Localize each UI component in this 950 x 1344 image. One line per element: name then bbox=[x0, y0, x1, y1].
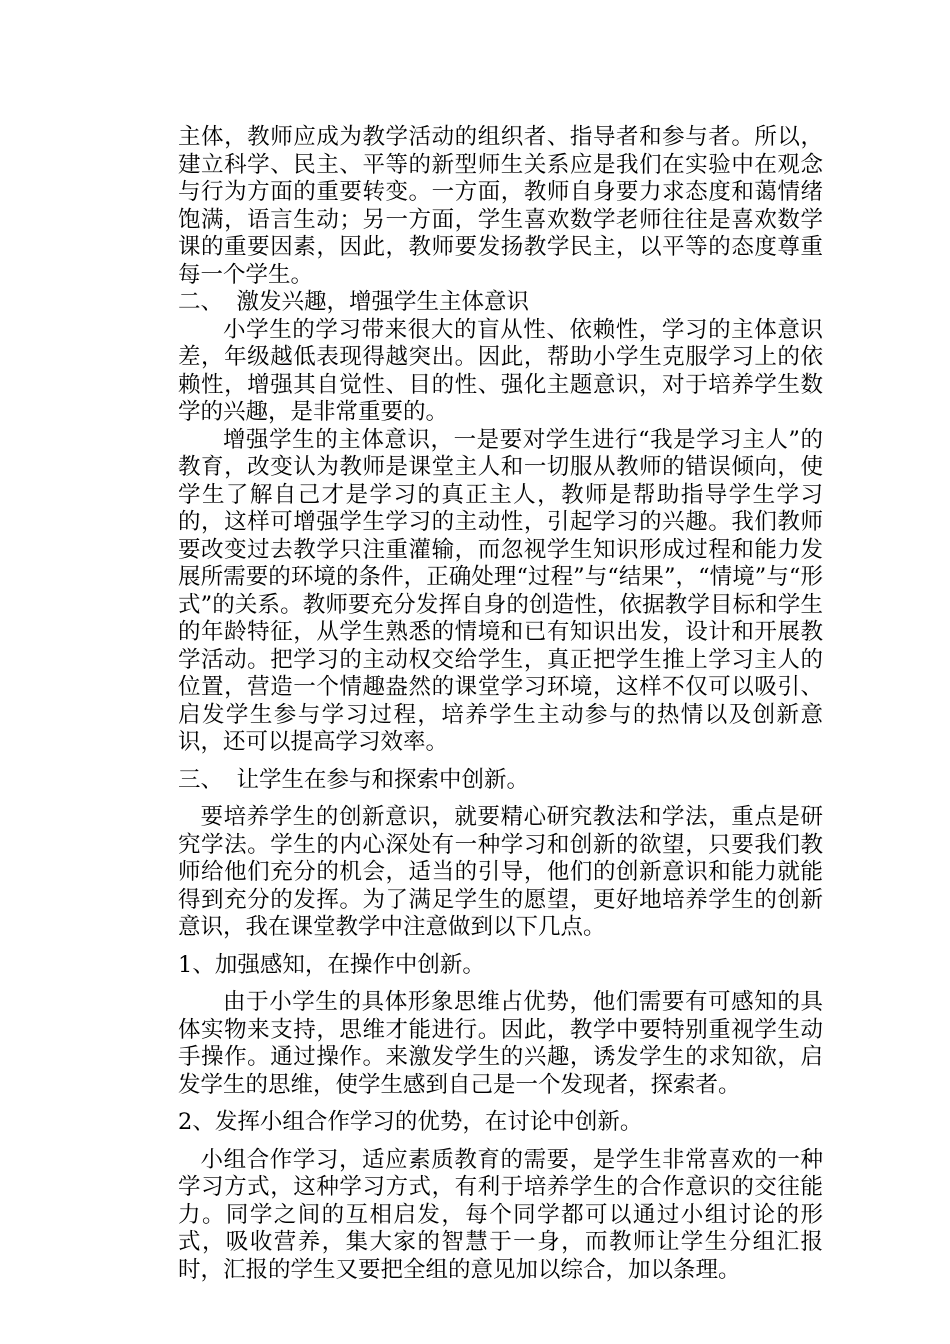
section-title: 激发兴趣，增强学生主体意识 bbox=[236, 289, 530, 315]
subheading-item-2: 2、发挥小组合作学习的优势，在讨论中创新。 bbox=[178, 1109, 643, 1135]
section-heading-3 bbox=[178, 767, 823, 795]
subheading-item-1: 1、加强感知，在操作中创新。 bbox=[178, 951, 485, 978]
paragraph-teacher-student-relationship: 主体，教师应成为教学活动的组织者、指导者和参与者。所以，建立科学、民主、平等的新型师生关系应是我们在实验中在观念与行为方面的重要转变。一方面，教师自身要力求态度和蔼情绪饱满，语言生动；另一方面，学生喜欢数学老师往往是喜欢数学课的重要因素，因此，教师要发扬教学民主，以平等的态度尊重每一个学生。 bbox=[178, 124, 823, 288]
paragraph-group-learning: 小组合作学习，适应素质教育的需要，是学生非常喜欢的一种学习方式，这种学习方式，有利于培养学生的合作意识的交往能力。同学之间的互相启发，每个同学都可以通过小组讨论的形式，吸收营养，集大家的智慧于一身，而教师让学生分组汇报时，汇报的学生又要把全组的意见加以综合，加以条理。 bbox=[178, 1146, 823, 1283]
paragraph-hands-on: 由于小学生的具体形象思维占优势，他们需要有可感知的具体实物来支持，思维才能进行。因此，教学中要特别重视学生动手操作。通过操作。来激发学生的兴趣，诱发学生的求知欲，启发学生的思维，使学生感到自己是一个发现者，探索者。 bbox=[178, 989, 823, 1098]
paragraph-subject-awareness: 增强学生的主体意识，一是要对学生进行“我是学习主人”的教育，改变认为教师是课堂主人和一切服从教师的错误倾向，使学生了解自己才是学习的真正主人，教师是帮助指导学生学习的，这样可增强学生学习的主动性，引起学习的兴趣。我们教师要改变过去教学只注重灌输，而忽视学生知识形成过程和能力发展所需要的环境的条件，正确处理“过程”与“结果”，“情境”与“形式”的关系。教师要充分发挥自身的创造性，依据教学目标和学生的年龄特征，从学生熟悉的情境和已有知识出发，设计和开展教学活动。把学习的主动权交给学生，真正把学生推上学习主人的位置，营造一个情趣盎然的课堂学习环境，这样不仅可以吸引、启发学生参与学习过程，培养学生主动参与的热情以及创新意识，还可以提高学习效率。 bbox=[178, 426, 823, 755]
section-title: 让学生在参与和探索中创新。 bbox=[236, 766, 530, 793]
section-heading-2 bbox=[178, 289, 823, 317]
document-body bbox=[178, 124, 823, 1284]
section-number: 三、 bbox=[178, 766, 224, 793]
paragraph-innovation: 要培养学生的创新意识，就要精心研究教法和学法，重点是研究学法。学生的内心深处有一种学习和创新的欲望，只要我们教师给他们充分的机会，适当的引导，他们的创新意识和能力就能得到充分的发挥。为了满足学生的愿望，更好地培养学生的创新意识，我在课堂教学中注意做到以下几点。 bbox=[178, 804, 823, 940]
paragraph-dependency: 小学生的学习带来很大的盲从性、依赖性，学习的主体意识差，年级越低表现得越突出。因此，帮助小学生克服学习上的依赖性，增强其自觉性、目的性、强化主题意识，对于培养学生数学的兴趣，是非常重要的。 bbox=[178, 316, 823, 425]
section-number: 二、 bbox=[178, 289, 224, 315]
